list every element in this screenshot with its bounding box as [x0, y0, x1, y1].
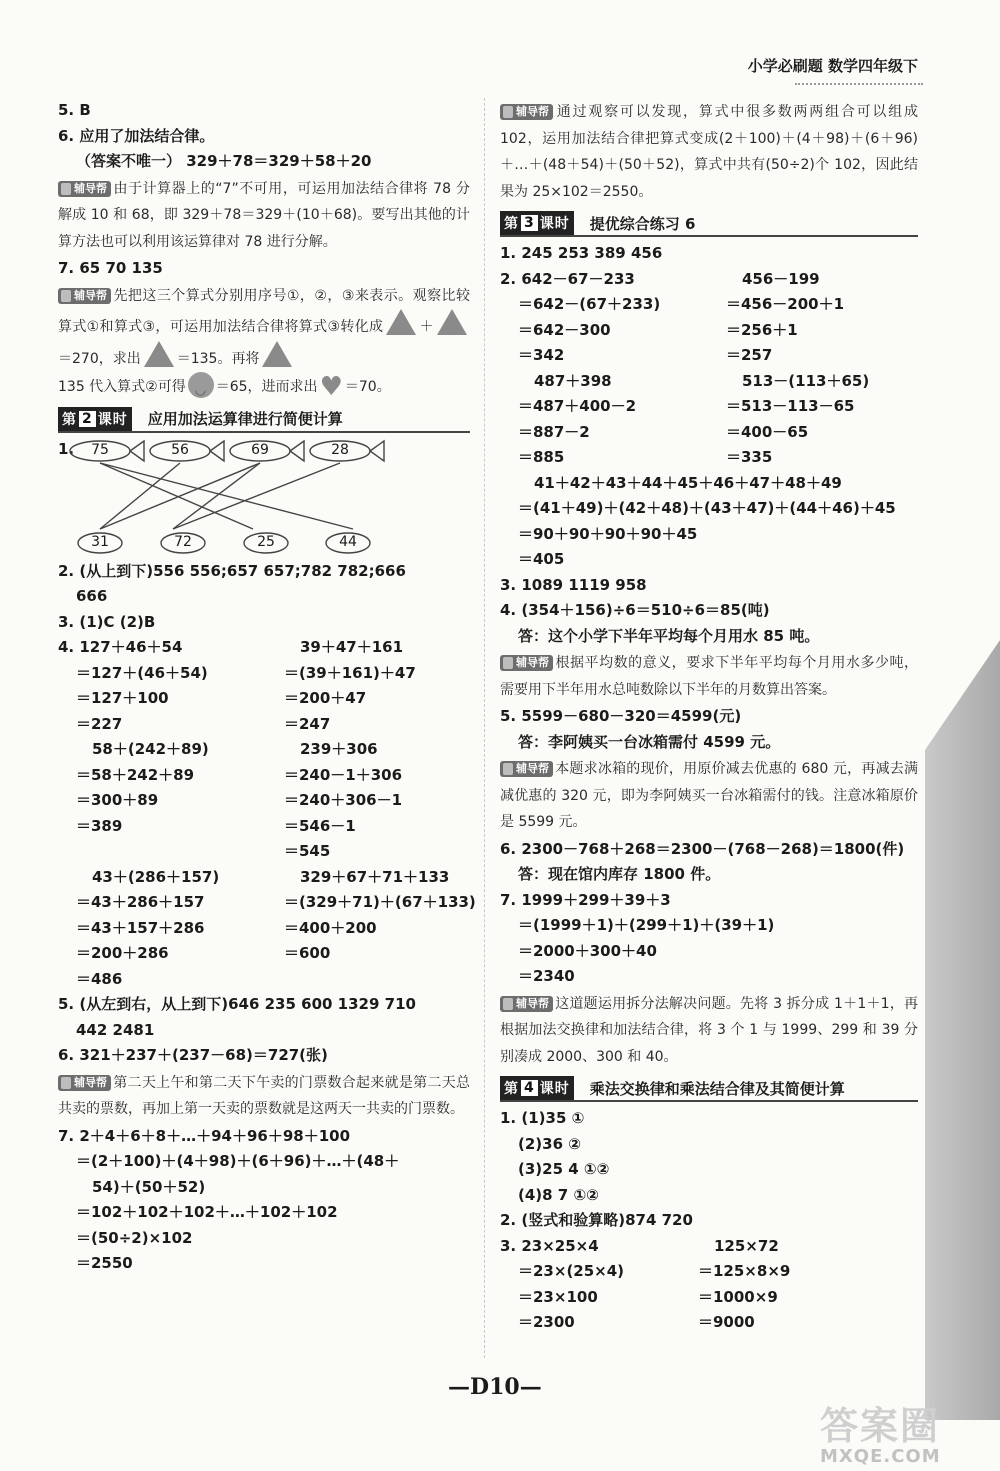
calc-row	[500, 343, 918, 369]
calc-right: ＝240＋306－1	[284, 791, 403, 809]
answer-6-detail: （答案不唯一） 329＋78＝329＋58＋20	[76, 152, 372, 170]
calc-row	[500, 1259, 918, 1285]
left-column	[58, 98, 476, 1277]
answer-2-cont: 666	[76, 587, 108, 605]
helper-note-r7b: 辅导帮 这道题运用拆分法解决问题。先将 3 拆分成 1＋1＋1，再根据加法交换律和加法结合律，将 3 个 1 与 1999、299 和 39 分别凑成 2000、300 和 40。	[500, 995, 918, 1065]
smiley-face-icon	[188, 372, 214, 398]
r-answer-6-ans: 答：现在馆内库存 1800 件。	[518, 865, 721, 883]
helper-note-r4: 辅导帮 根据平均数的意义，要求下半年平均每个月用水多少吨，需要用下半年用水总吨数除以下半年的月数算出答案。	[500, 655, 918, 698]
calc-left: 4. 127＋46＋54	[58, 638, 183, 656]
calc-left: ＝23×(25×4)	[518, 1262, 625, 1280]
calc-left: 3. 23×25×4	[500, 1236, 599, 1255]
calc-row	[58, 916, 470, 942]
calc-right: 39＋47＋161	[300, 638, 404, 656]
r-answer-2c-l1: 41＋42＋43＋44＋45＋46＋47＋48＋49	[534, 473, 842, 492]
answer-2: 2. (从上到下)556 556;657 657;782 782;666	[58, 561, 406, 580]
calc-right: ＝513－113－65	[726, 397, 855, 415]
lesson-3-tag: 第 3 课时	[500, 211, 574, 235]
calc-right: ＝9000	[698, 1313, 755, 1331]
calc-left: ＝23×100	[518, 1287, 598, 1306]
helper-note-r7: 辅导帮 通过观察可以发现，算式中很多数两两组合可以组成 102，运用加法结合律把算式变成(2＋100)＋(4＋98)＋(6＋96)＋…＋(48＋54)＋(50＋52)，算式中共有(50÷2)个 102，因此结果为 25×102＝2550。	[500, 104, 918, 200]
lesson-2-title: 应用加法运算律进行简便计算	[147, 410, 343, 428]
lesson-3-title: 提优综合练习 6	[589, 214, 696, 233]
calc-row	[500, 1234, 918, 1260]
calc-right: ＝256＋1	[726, 320, 798, 339]
s-answer-1-l1: 1. (1)35 ①	[500, 1109, 585, 1127]
helper-badge: 辅导帮	[500, 996, 553, 1012]
calc-right: 125×72	[714, 1236, 779, 1255]
calc-left: ＝486	[76, 969, 123, 988]
s-answer-3-block	[500, 1234, 918, 1336]
header-title: 小学必刷题 数学四年级下	[747, 57, 918, 75]
calc-row	[500, 394, 918, 420]
lesson-4-tag: 第 4 课时	[500, 1076, 574, 1100]
answer-5: 5. B	[58, 101, 91, 119]
page-number: —D10—	[448, 1374, 542, 1400]
answer-3: 3. (1)C (2)B	[58, 612, 156, 631]
calc-row	[58, 635, 470, 661]
answer-5b: 5. (从左到右，从上到下)646 235 600 1329 710	[58, 995, 416, 1013]
calc-row	[500, 445, 918, 471]
calc-right: ＝400－65	[726, 422, 809, 441]
calc-right: ＝200＋47	[284, 689, 367, 707]
r-answer-5-ans: 答：李阿姨买一台冰箱需付 4599 元。	[518, 732, 781, 751]
calc-row	[58, 839, 470, 865]
calc-row	[58, 967, 470, 993]
jar-value-1: 31	[91, 533, 109, 550]
jar-value-4: 44	[339, 533, 357, 550]
right-column	[500, 98, 918, 1336]
r-answer-7-l3: ＝2000＋300＋40	[518, 941, 657, 960]
header-divider	[795, 83, 923, 85]
calc-row	[58, 763, 470, 789]
calc-row	[58, 865, 470, 891]
calc-right: ＝(39＋161)＋47	[284, 663, 416, 682]
calc-row	[500, 369, 918, 395]
triangle-icon	[437, 309, 467, 335]
calc-row	[500, 1310, 918, 1336]
r-answer-4: 4. (354＋156)÷6＝510÷6＝85(吨)	[500, 601, 770, 619]
calc-left: ＝127＋(46＋54)	[76, 663, 208, 682]
calc-left: ＝389	[76, 816, 123, 835]
helper-note-text: 由于计算器上的“7”不可用，可运用加法结合律将 78 分解成 10 和 68，即 329＋78＝329＋(10＋68)。要写出其他的计算方法也可以利用该运算律对 78 进行分解。	[58, 180, 470, 250]
r-answer-7-l2: ＝(1999＋1)＋(299＋1)＋(39＋1)	[518, 916, 775, 934]
jar-value-2: 72	[174, 533, 192, 550]
heart-icon: ♥	[319, 372, 343, 402]
helper-badge: 辅导帮	[500, 761, 553, 777]
triangle-icon	[144, 341, 174, 367]
answer-7b-l2: ＝(2＋100)＋(4＋98)＋(6＋96)＋…＋(48＋	[76, 1152, 400, 1170]
calc-left: ＝300＋89	[76, 791, 159, 809]
calc-row	[58, 712, 470, 738]
calc-right: ＝545	[284, 842, 331, 860]
calc-left: ＝227	[76, 714, 123, 733]
s-answer-1-l4: (4)8 7 ①②	[518, 1185, 599, 1204]
calc-right: 239＋306	[300, 740, 378, 758]
answer-6b: 6. 321＋237＋(237－68)＝727(张)	[58, 1046, 328, 1064]
calc-row	[58, 737, 470, 763]
calc-row	[58, 941, 470, 967]
helper-badge: 辅导帮	[500, 104, 553, 120]
r-answer-7-l1: 7. 1999＋299＋39＋3	[500, 890, 671, 909]
calc-row	[500, 267, 918, 293]
calc-row	[500, 1285, 918, 1311]
helper-badge: 辅导帮	[58, 288, 111, 304]
calc-right: 329＋67＋71＋133	[300, 867, 450, 886]
calc-left: 487＋398	[534, 371, 612, 390]
helper-note-6	[58, 176, 470, 256]
r-answer-6: 6. 2300－768＋268＝2300－(768－268)＝1800(件)	[500, 839, 905, 858]
lesson-4-header	[500, 1076, 918, 1102]
calc-right: ＝(329＋71)＋(67＋133)	[284, 893, 476, 911]
r-answer-2c-l3: ＝90＋90＋90＋90＋45	[518, 524, 698, 543]
calc-row	[58, 890, 476, 916]
calc-left: ＝342	[518, 346, 565, 364]
r-answer-3: 3. 1089 1119 958	[500, 575, 647, 594]
r-answer-2c-l2: ＝(41＋49)＋(42＋48)＋(43＋47)＋(44＋46)＋45	[518, 499, 896, 517]
calc-row	[58, 814, 470, 840]
fish-matching-figure	[58, 437, 470, 557]
calc-right: ＝257	[726, 346, 773, 364]
calc-left: ＝43＋286＋157	[76, 893, 205, 911]
r-answer-2c-l4: ＝405	[518, 550, 565, 568]
calc-row	[500, 292, 918, 318]
helper-note-r5: 辅导帮 本题求冰箱的现价，用原价减去优惠的 680 元，再减去满减优惠的 320 元，即为李阿姨买一台冰箱需付的钱。注意冰箱原价是 5599 元。	[500, 761, 918, 830]
r-answer-2-block	[500, 267, 918, 471]
calc-right: 513－(113＋65)	[742, 371, 870, 390]
answer-5b-cont: 442 2481	[76, 1020, 155, 1039]
s-answer-1-l3: (3)25 4 ①②	[518, 1160, 610, 1178]
calc-left: ＝885	[518, 448, 565, 466]
helper-note-7: 辅导帮 先把这三个算式分别用序号①，②，③来表示。观察比较算式①和算式③，可运用加法结合律将算式③转化成 ＋＝270，求出 ＝135。再将 135 代入算式②可得◡ ＝65，进而求出♥ ＝70。	[58, 283, 470, 401]
answer-4-block	[58, 635, 476, 992]
fish-value-3: 69	[251, 441, 269, 458]
r-answer-1: 1. 245 253 389 456	[500, 244, 663, 262]
fish-value-4: 28	[331, 441, 349, 458]
calc-left: ＝887－2	[518, 422, 590, 441]
lesson-2-header	[58, 407, 470, 433]
calc-right: ＝456－200＋1	[726, 295, 845, 313]
r-answer-5: 5. 5599－680－320＝4599(元)	[500, 707, 742, 725]
s-answer-1-l2: (2)36 ②	[518, 1134, 581, 1153]
fish-value-2: 56	[171, 441, 189, 458]
calc-left: ＝2300	[518, 1313, 575, 1331]
lesson-2-tag: 第 2 课时	[58, 407, 132, 431]
calc-right: ＝600	[284, 944, 331, 962]
triangle-icon	[386, 309, 416, 335]
answer-6: 6. 应用了加法结合律。	[58, 126, 215, 145]
calc-right: ＝400＋200	[284, 918, 377, 937]
calc-left: ＝642－(67＋233)	[518, 295, 661, 313]
jar-value-3: 25	[257, 533, 275, 550]
answer-7b-l5: ＝(50÷2)×102	[76, 1228, 193, 1247]
calc-row	[58, 788, 470, 814]
calc-row	[58, 686, 470, 712]
helper-badge: 辅导帮	[58, 1075, 111, 1091]
watermark: 答案圈 MXQE.COM	[820, 1404, 941, 1467]
calc-right: ＝1000×9	[698, 1287, 778, 1306]
decorative-side-band	[925, 640, 1000, 1420]
calc-right: ＝335	[726, 448, 773, 466]
triangle-icon	[262, 341, 292, 367]
answer-7b-l1: 7. 2＋4＋6＋8＋…＋94＋96＋98＋100	[58, 1126, 351, 1145]
calc-right: ＝546－1	[284, 816, 356, 835]
calc-left: 58＋(242＋89)	[92, 740, 209, 758]
question-1-label: 1.	[58, 439, 75, 458]
calc-right: 456－199	[742, 269, 820, 288]
calc-row	[58, 661, 470, 687]
calc-row	[500, 318, 918, 344]
calc-left: 43＋(286＋157)	[92, 867, 220, 886]
lesson-3-header	[500, 211, 918, 237]
calc-right: ＝240－1＋306	[284, 765, 403, 784]
calc-left: 2. 642－67－233	[500, 269, 635, 288]
calc-left: ＝43＋157＋286	[76, 918, 205, 937]
calc-left: ＝127＋100	[76, 689, 169, 707]
fish-value-1: 75	[91, 441, 109, 458]
r-answer-7-l4: ＝2340	[518, 967, 575, 985]
helper-note-6b: 辅导帮 第二天上午和第二天下午卖的门票数合起来就是第二天总共卖的票数，再加上第一天卖的票数就是这两天一共卖的门票数。	[58, 1074, 470, 1117]
calc-left: ＝58＋242＋89	[76, 765, 195, 784]
answer-7b-l3: 54)＋(50＋52)	[92, 1177, 206, 1196]
calc-right: ＝125×8×9	[698, 1262, 791, 1280]
calc-left: ＝487＋400－2	[518, 397, 637, 415]
helper-badge: 辅导帮	[500, 655, 553, 671]
lesson-4-title: 乘法交换律和乘法结合律及其简便计算	[589, 1079, 845, 1098]
answer-7b-l4: ＝102＋102＋102＋…＋102＋102	[76, 1203, 338, 1221]
s-answer-2: 2. (竖式和验算略)874 720	[500, 1211, 693, 1229]
calc-row	[500, 420, 918, 446]
calc-left: ＝642－300	[518, 320, 611, 339]
column-divider	[484, 98, 485, 1358]
helper-badge: 辅导帮	[58, 181, 111, 197]
calc-left: ＝200＋286	[76, 944, 169, 962]
calc-right: ＝247	[284, 714, 331, 733]
answer-7: 7. 65 70 135	[58, 259, 163, 277]
r-answer-4-ans: 答：这个小学下半年平均每个月用水 85 吨。	[518, 626, 820, 645]
answer-7b-l6: ＝2550	[76, 1254, 133, 1272]
